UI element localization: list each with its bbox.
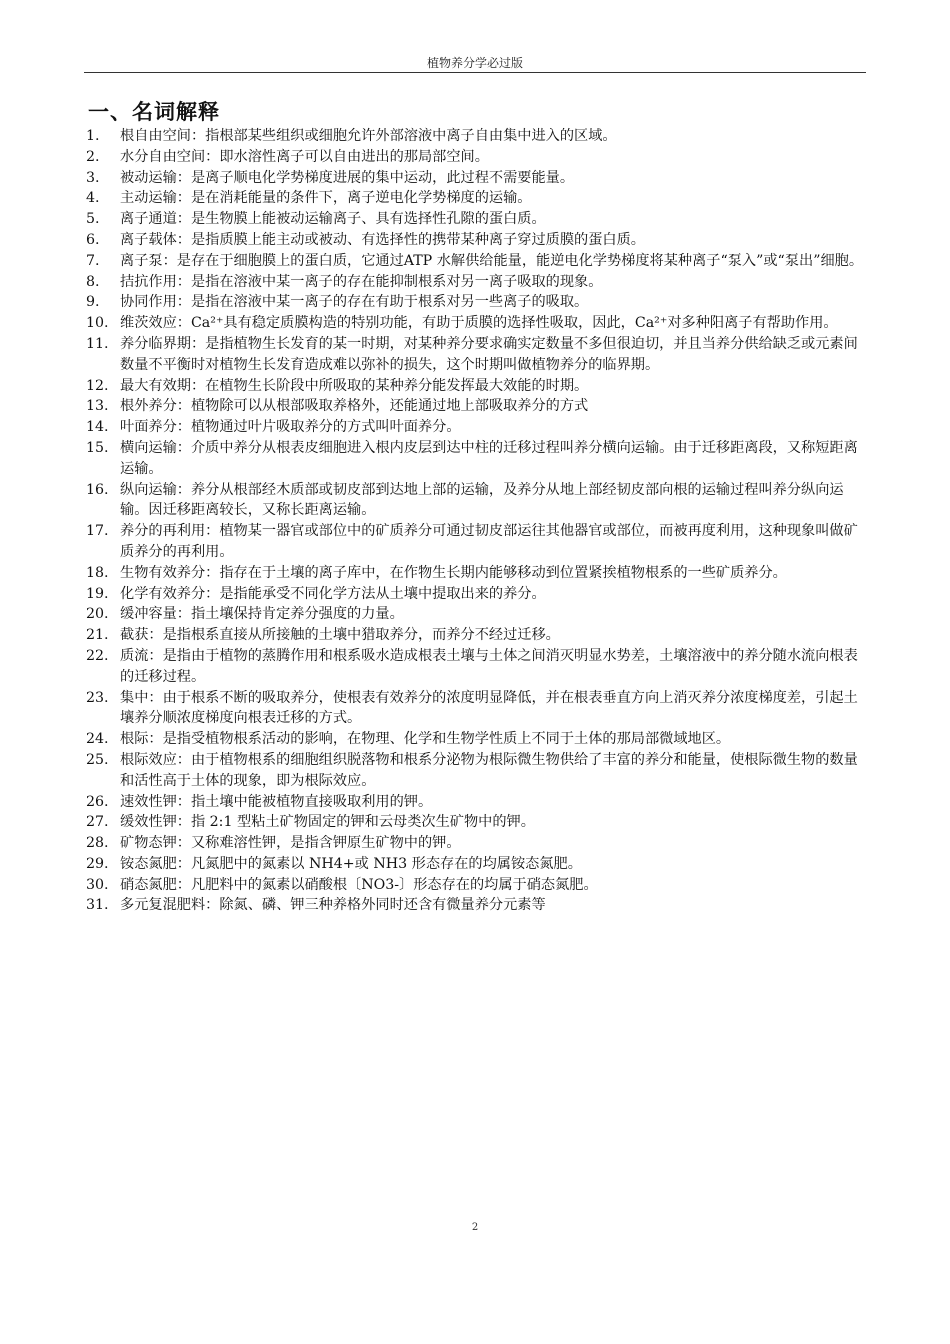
item-text: 根外养分：植物除可以从根部吸取养格外，还能通过地上部吸取养分的方式 bbox=[120, 398, 589, 415]
definition-item bbox=[86, 334, 870, 376]
definition-item bbox=[86, 313, 870, 334]
header-divider bbox=[84, 72, 866, 73]
item-number: 28. bbox=[86, 835, 109, 852]
definition-item bbox=[86, 854, 870, 875]
definition-item bbox=[86, 625, 870, 646]
item-number: 14. bbox=[86, 419, 109, 436]
definition-item bbox=[86, 563, 870, 584]
definition-item bbox=[86, 480, 870, 522]
page-number: 2 bbox=[471, 1222, 479, 1233]
item-number: 5. bbox=[86, 211, 100, 228]
definition-item bbox=[86, 729, 870, 750]
item-text: 养分的再利用：植物某一器官或部位中的矿质养分可通过韧皮部运往其他器官或部位，而被再度利用，这种现象叫做矿质养分的再利用。 bbox=[120, 523, 858, 560]
item-number: 19. bbox=[86, 585, 109, 602]
item-number: 8. bbox=[86, 273, 100, 290]
definition-item bbox=[86, 688, 870, 730]
item-text: 缓冲容量：指土壤保持肯定养分强度的力量。 bbox=[120, 606, 404, 623]
definition-item bbox=[86, 750, 870, 792]
item-text: 根际：是指受植物根系活动的影响，在物理、化学和生物学性质上不同于土体的那局部微域地区。 bbox=[120, 731, 731, 748]
definition-list bbox=[86, 126, 870, 916]
item-number: 10. bbox=[86, 315, 109, 332]
item-text: 缓效性钾：指 2:1 型粘土矿物固定的钾和云母类次生矿物中的钾。 bbox=[120, 814, 535, 831]
definition-item bbox=[86, 604, 870, 625]
item-number: 30. bbox=[86, 876, 109, 893]
item-number: 15. bbox=[86, 439, 109, 456]
definition-item bbox=[86, 292, 870, 313]
item-text: 铵态氮肥：凡氮肥中的氮素以 NH4+或 NH3 形态存在的均属铵态氮肥。 bbox=[120, 855, 582, 872]
definition-item bbox=[86, 584, 870, 605]
item-number: 23. bbox=[86, 689, 109, 706]
definition-item bbox=[86, 272, 870, 293]
item-number: 9. bbox=[86, 294, 100, 311]
item-text: 速效性钾：指土壤中能被植物直接吸取利用的钾。 bbox=[120, 793, 433, 810]
item-text: 拮抗作用：是指在溶液中某一离子的存在能抑制根系对另一离子吸取的现象。 bbox=[120, 273, 603, 290]
definition-item bbox=[86, 251, 870, 272]
definition-item bbox=[86, 521, 870, 563]
item-text: 集中：由于根系不断的吸取养分，使根表有效养分的浓度明显降低，并在根表垂直方向上消灭养分浓度梯度差，引起土壤养分顺浓度梯度向根表迁移的方式。 bbox=[120, 689, 858, 727]
definition-item bbox=[86, 376, 870, 397]
item-text: 硝态氮肥：凡肥料中的氮素以硝酸根〔NO3-〕形态存在的均属于硝态氮肥。 bbox=[120, 876, 598, 893]
item-text: 离子泵：是存在于细胞膜上的蛋白质，它通过ATP 水解供给能量，能逆电化学势梯度将某种离子“泵入”或“泵出”细胞。 bbox=[120, 252, 864, 269]
item-text: 质流：是指由于植物的蒸腾作用和根系吸水造成根表土壤与土体之间消灭明显水势差，土壤溶液中的养分随水流向根表的迁移过程。 bbox=[120, 647, 858, 685]
definition-item bbox=[86, 895, 870, 916]
item-text: 被动运输：是离子顺电化学势梯度进展的集中运动，此过程不需要能量。 bbox=[120, 169, 575, 186]
item-text: 主动运输：是在消耗能量的条件下，离子逆电化学势梯度的运输。 bbox=[120, 190, 532, 207]
item-text: 纵向运输：养分从根部经木质部或韧皮部到达地上部的运输，及养分从地上部经韧皮部向根的运输过程叫养分纵向运输。因迁移距离较长，又称长距离运输。 bbox=[120, 481, 844, 519]
item-number: 25. bbox=[86, 751, 109, 768]
definition-item bbox=[86, 812, 870, 833]
item-text: 化学有效养分：是指能承受不同化学方法从土壤中提取出来的养分。 bbox=[120, 585, 546, 602]
item-text: 截获：是指根系直接从所接触的土壤中猎取养分，而养分不经过迁移。 bbox=[120, 627, 560, 644]
item-text: 矿物态钾：又称难溶性钾，是指含钾原生矿物中的钾。 bbox=[120, 835, 461, 852]
item-text: 横向运输：介质中养分从根表皮细胞进入根内皮层到达中柱的迁移过程叫养分横向运输。由于迁移距离段，又称短距离运输。 bbox=[120, 439, 858, 477]
definition-item bbox=[86, 875, 870, 896]
definition-item bbox=[86, 147, 870, 168]
definition-item bbox=[86, 188, 870, 209]
item-number: 16. bbox=[86, 481, 109, 498]
item-number: 22. bbox=[86, 647, 109, 664]
item-number: 18. bbox=[86, 564, 109, 581]
item-number: 31. bbox=[86, 897, 109, 914]
item-number: 26. bbox=[86, 793, 109, 810]
item-number: 2. bbox=[86, 148, 100, 165]
section-title: 一、名词解释 bbox=[88, 100, 220, 124]
item-number: 13. bbox=[86, 398, 109, 415]
item-text: 水分自由空间：即水溶性离子可以自由进出的那局部空间。 bbox=[120, 148, 489, 165]
item-number: 27. bbox=[86, 814, 109, 831]
item-text: 离子通道：是生物膜上能被动运输离子、具有选择性孔隙的蛋白质。 bbox=[120, 211, 546, 228]
item-text: 根自由空间：指根部某些组织或细胞允许外部溶液中离子自由集中进入的区域。 bbox=[120, 128, 617, 144]
page-header: 植物养分学必过版 bbox=[426, 56, 523, 70]
item-number: 3. bbox=[86, 169, 100, 186]
definition-item bbox=[86, 168, 870, 189]
item-number: 4. bbox=[86, 190, 100, 207]
item-number: 29. bbox=[86, 855, 109, 872]
definition-item bbox=[86, 833, 870, 854]
definition-item bbox=[86, 126, 870, 147]
item-number: 7. bbox=[86, 252, 100, 269]
item-number: 1. bbox=[86, 128, 100, 144]
definition-item bbox=[86, 646, 870, 688]
definition-item bbox=[86, 438, 870, 480]
item-text: 叶面养分：植物通过叶片吸取养分的方式叫叶面养分。 bbox=[120, 419, 461, 436]
item-text: 最大有效期：在植物生长阶段中所吸取的某种养分能发挥最大效能的时期。 bbox=[120, 377, 589, 394]
item-text: 离子载体：是指质膜上能主动或被动、有选择性的携带某种离子穿过质膜的蛋白质。 bbox=[120, 231, 645, 248]
item-text: 维茨效应：Ca²⁺具有稳定质膜构造的特别功能，有助于质膜的选择性吸取，因此，Ca²⁺对多种阳离子有帮助作用。 bbox=[120, 315, 838, 332]
item-text: 多元复混肥料：除氮、磷、钾三种养格外同时还含有微量养分元素等 bbox=[120, 897, 546, 914]
definition-item bbox=[86, 417, 870, 438]
item-text: 协同作用：是指在溶液中某一离子的存在有助于根系对另一些离子的吸取。 bbox=[120, 294, 589, 311]
item-number: 21. bbox=[86, 627, 109, 644]
definition-item bbox=[86, 209, 870, 230]
item-number: 20. bbox=[86, 606, 109, 623]
definition-item bbox=[86, 792, 870, 813]
item-number: 17. bbox=[86, 523, 109, 540]
item-number: 11. bbox=[86, 335, 109, 352]
item-text: 根际效应：由于植物根系的细胞组织脱落物和根系分泌物为根际微生物供给了丰富的养分和能量，使根际微生物的数量和活性高于土体的现象，即为根际效应。 bbox=[120, 751, 858, 789]
definition-item bbox=[86, 230, 870, 251]
item-number: 24. bbox=[86, 731, 109, 748]
definition-item bbox=[86, 396, 870, 417]
item-text: 生物有效养分：指存在于土壤的离子库中，在作物生长期内能够移动到位置紧挨植物根系的一些矿质养分。 bbox=[120, 564, 787, 581]
item-number: 12. bbox=[86, 377, 109, 394]
item-number: 6. bbox=[86, 231, 100, 248]
item-text: 养分临界期：是指植物生长发育的某一时期，对某种养分要求确实定数量不多但很迫切，并且当养分供给缺乏或元素间数量不平衡时对植物生长发育造成难以弥补的损失，这个时期叫做植物养分的临界期。 bbox=[120, 335, 858, 373]
